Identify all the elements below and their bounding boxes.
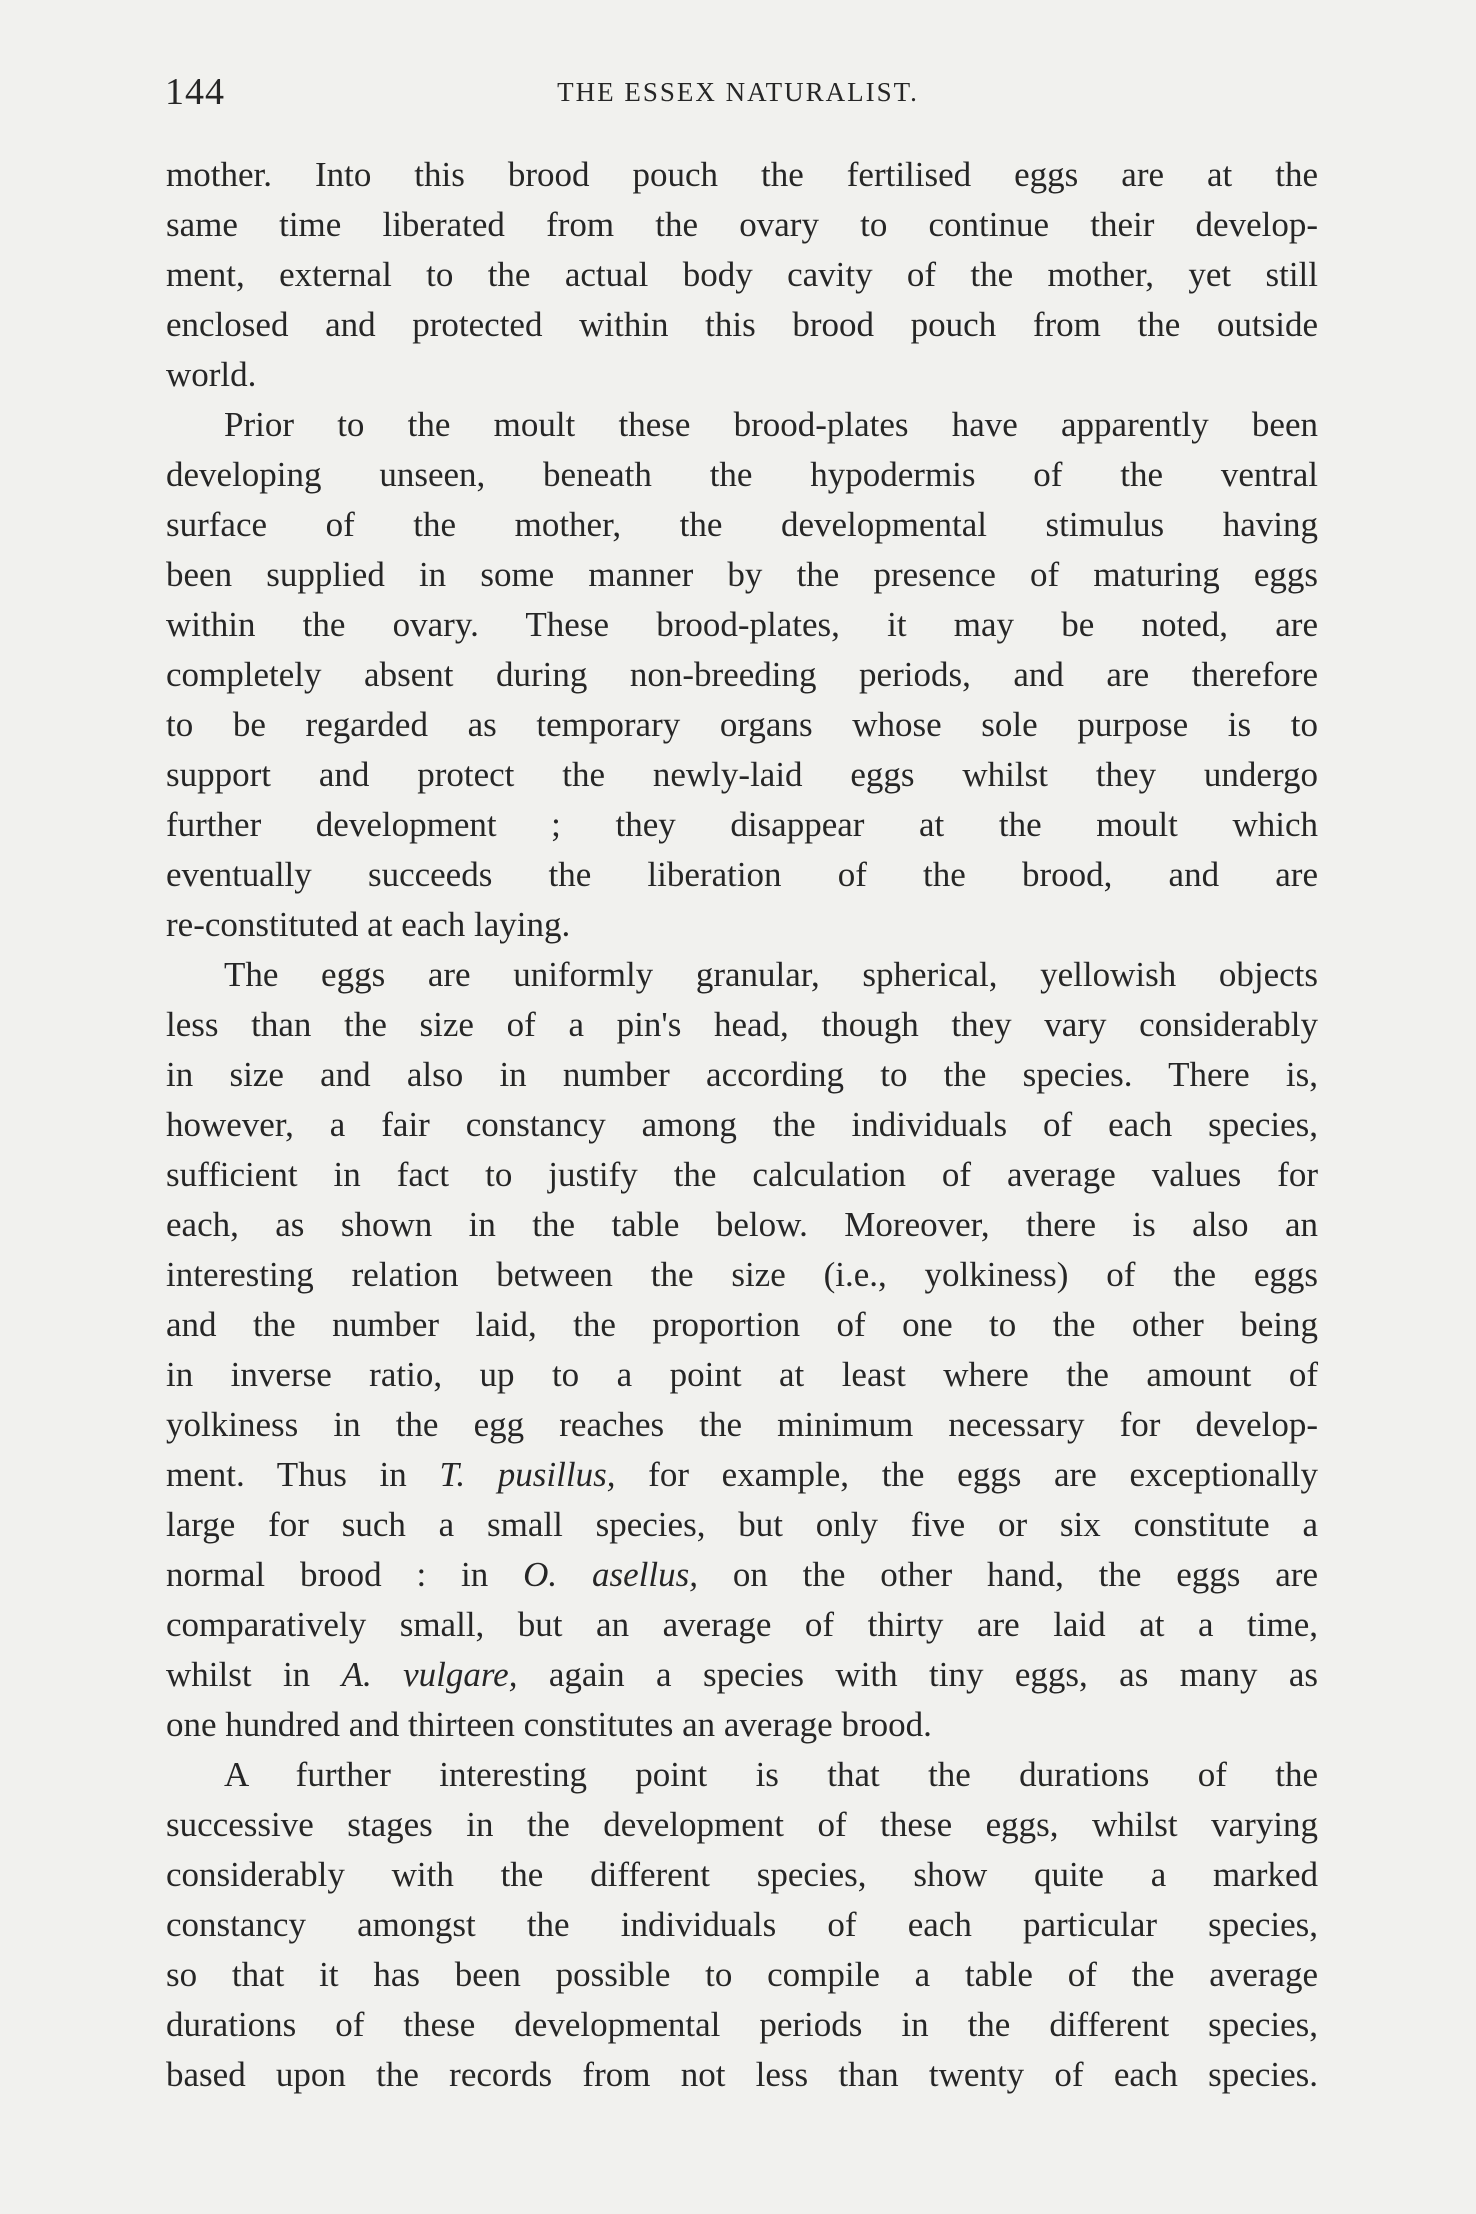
running-title: THE ESSEX NATURALIST. xyxy=(557,77,919,107)
text-run: for example, the eggs are exceptionally xyxy=(615,1455,1318,1494)
text-line: within the ovary. These brood-plates, it may be noted, are xyxy=(166,605,1318,644)
text-line: interesting relation between the size (i.e., yolkiness) of the eggs xyxy=(166,1255,1318,1294)
text-run: on the other hand, the eggs are xyxy=(697,1555,1318,1594)
text-line: however, a fair constancy among the individuals of each species, xyxy=(166,1105,1318,1144)
text-line: and the number laid, the proportion of one to the other being xyxy=(166,1305,1318,1344)
text-line: in size and also in number according to the species. There is, xyxy=(166,1055,1318,1094)
body-text xyxy=(166,150,1318,2100)
text-line: A further interesting point is that the durations of the xyxy=(224,1755,1318,1794)
text-line: comparatively small, but an average of thirty are laid at a time, xyxy=(166,1605,1318,1644)
text-line: eventually succeeds the liberation of the brood, and are xyxy=(166,855,1318,894)
text-line: yolkiness in the egg reaches the minimum necessary for develop- xyxy=(166,1405,1318,1444)
paragraph-3 xyxy=(166,950,1318,1750)
text-line: surface of the mother, the developmental stimulus having xyxy=(166,505,1318,544)
text-line: mother. Into this brood pouch the fertilised eggs are at the xyxy=(166,155,1318,194)
text-run: whilst in xyxy=(166,1655,342,1694)
paragraph-4 xyxy=(166,1750,1318,2100)
text-line: to be regarded as temporary organs whose sole purpose is to xyxy=(166,705,1318,744)
text-line: enclosed and protected within this brood pouch from the outside xyxy=(166,305,1318,344)
species-name: A. vulgare, xyxy=(341,1655,518,1694)
text-line: support and protect the newly-laid eggs whilst they undergo xyxy=(166,755,1318,794)
text-line: durations of these developmental periods in the different species, xyxy=(166,2005,1318,2044)
species-name: O. asellus, xyxy=(523,1555,698,1594)
species-name: T. pusillus, xyxy=(439,1455,616,1494)
text-line: developing unseen, beneath the hypodermis of the ventral xyxy=(166,455,1318,494)
text-run: again a species with tiny eggs, as many as xyxy=(517,1655,1319,1694)
text-line: based upon the records from not less than twenty of each species. xyxy=(166,2055,1318,2094)
text-line: less than the size of a pin's head, though they vary considerably xyxy=(166,1005,1318,1044)
text-line: re-constituted at each laying. xyxy=(166,905,571,944)
paragraph-1 xyxy=(166,150,1318,400)
paragraph-2 xyxy=(166,400,1318,950)
text-line xyxy=(166,1450,1318,1500)
text-line: been supplied in some manner by the presence of maturing eggs xyxy=(166,555,1318,594)
text-line: one hundred and thirteen constitutes an average brood. xyxy=(166,1705,932,1744)
text-line: The eggs are uniformly granular, spherical, yellowish objects xyxy=(224,955,1318,994)
text-line: so that it has been possible to compile a table of the average xyxy=(166,1955,1318,1994)
text-line: large for such a small species, but only five or six constitute a xyxy=(166,1505,1318,1544)
text-line: ment, external to the actual body cavity of the mother, yet still xyxy=(166,255,1318,294)
text-line: further development ; they disappear at the moult which xyxy=(166,805,1318,844)
text-run: normal brood : in xyxy=(166,1555,524,1594)
text-run: ment. Thus in xyxy=(166,1455,440,1494)
text-line xyxy=(166,1650,1318,1700)
text-line: considerably with the different species, show quite a marked xyxy=(166,1855,1318,1894)
text-line: constancy amongst the individuals of each particular species, xyxy=(166,1905,1318,1944)
text-line: sufficient in fact to justify the calculation of average values for xyxy=(166,1155,1318,1194)
text-line: completely absent during non-breeding periods, and are therefore xyxy=(166,655,1318,694)
text-line: world. xyxy=(166,355,257,394)
page-number: 144 xyxy=(165,71,225,113)
text-line xyxy=(166,1550,1318,1600)
text-line: each, as shown in the table below. Moreover, there is also an xyxy=(166,1205,1318,1244)
text-line: same time liberated from the ovary to continue their develop- xyxy=(166,205,1318,244)
text-line: in inverse ratio, up to a point at least where the amount of xyxy=(166,1355,1318,1394)
text-line: successive stages in the development of these eggs, whilst varying xyxy=(166,1805,1318,1844)
text-line: Prior to the moult these brood-plates have apparently been xyxy=(224,405,1318,444)
